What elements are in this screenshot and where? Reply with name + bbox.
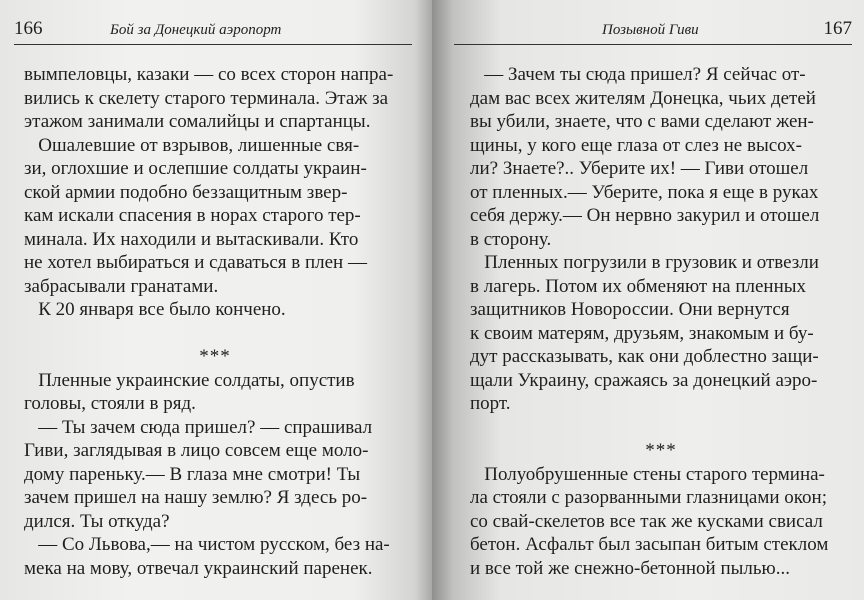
- right-page: [432, 0, 864, 600]
- text-line: дут рассказывать, как они доблестно защи-: [470, 346, 819, 367]
- text-line: этажом занимали сомалийцы и спартанцы.: [24, 111, 371, 132]
- text-line: не хотел выбираться и сдаваться в плен —: [24, 252, 367, 273]
- text-line: в сторону.: [470, 228, 552, 250]
- body-text: [470, 63, 852, 580]
- body-text: [24, 63, 406, 580]
- text-line: к своим матерям, друзьям, знакомым и бу-: [470, 322, 814, 344]
- text-line: ла стояли с разорванными глазницами окон;: [470, 487, 827, 508]
- text-line: дому пареньку.— В глаза мне смотри! Ты: [24, 463, 361, 485]
- text-line: Пленных погрузили в грузовик и отвезли: [470, 252, 819, 273]
- text-line: — Ты зачем сюда пришел? — спрашивал: [24, 416, 373, 438]
- text-line: — Зачем ты сюда пришел? Я сейчас от-: [470, 64, 806, 85]
- text-line: Гиви, заглядывая в лицо совсем еще моло-: [24, 440, 369, 461]
- text-line: зачем пришел на нашу землю? Я здесь ро-: [24, 487, 368, 508]
- text-line: вились к скелету старого терминала. Этаж за: [24, 87, 389, 109]
- text-line: дился. Ты откуда?: [24, 510, 170, 532]
- text-line: ской армии подобно беззащитным звер-: [24, 181, 348, 203]
- text-line: кам искали спасения в норах старого тер-: [24, 205, 361, 226]
- text-line: защитников Новороссии. Они вернутся: [470, 299, 790, 320]
- text-line: мека на мову, отвечал украинский паренек.: [24, 557, 373, 579]
- text-line: К 20 января все было кончено.: [24, 299, 286, 320]
- text-line: щали Украину, сражаясь за донецкий аэро-: [470, 369, 818, 391]
- page-number: 166: [14, 18, 43, 39]
- text-line: — Со Львова,— на чистом русском, без на-: [24, 534, 390, 555]
- text-line: забрасывали гранатами.: [24, 275, 219, 297]
- section-separator: ***: [645, 440, 677, 461]
- text-line: от пленных.— Уберите, пока я еще в руках: [470, 181, 819, 203]
- text-line: Пленные украинские солдаты, опустив: [24, 369, 355, 391]
- text-line: бетон. Асфальт был засыпан битым стеклом: [470, 534, 829, 555]
- text-line: Ошалевшие от взрывов, лишенные свя-: [24, 134, 360, 156]
- text-line: со свай-скелетов все так же кусками свисал: [470, 510, 823, 532]
- page-number: 167: [823, 18, 852, 39]
- text-line: и все той же снежно-бетонной пылью...: [470, 557, 790, 579]
- text-line: щины, у кого еще глаза от слез не высох-: [470, 134, 803, 156]
- running-header: [14, 14, 412, 45]
- running-title: Бой за Донецкий аэропорт: [110, 22, 282, 38]
- text-line: себя держу.— Он нервно закурил и отошел: [470, 205, 820, 226]
- text-line: Полуобрушенные стены старого термина-: [470, 463, 825, 485]
- text-line: дам вас всех жителям Донецка, чьих детей: [470, 87, 816, 109]
- section-separator: ***: [199, 346, 231, 367]
- text-line: головы, стояли в ряд.: [24, 393, 196, 414]
- text-line: в лагерь. Потом их обменяют на пленных: [470, 275, 807, 297]
- text-line: минала. Их находили и вытаскивали. Кто: [24, 228, 359, 250]
- blank-line: [470, 416, 852, 440]
- text-line: вы убили, знаете, что с вами сделают жен-: [470, 111, 814, 132]
- blank-line: [24, 322, 406, 346]
- running-title: Позывной Гиви: [602, 22, 699, 38]
- text-line: вымпеловцы, казаки — со всех сторон напра-: [24, 64, 394, 85]
- text-line: ли? Знаете?.. Уберите их! — Гиви отошел: [470, 158, 809, 179]
- text-line: зи, оглохшие и ослепшие солдаты украин-: [24, 158, 367, 179]
- text-line: порт.: [470, 393, 511, 414]
- running-header: [454, 14, 852, 45]
